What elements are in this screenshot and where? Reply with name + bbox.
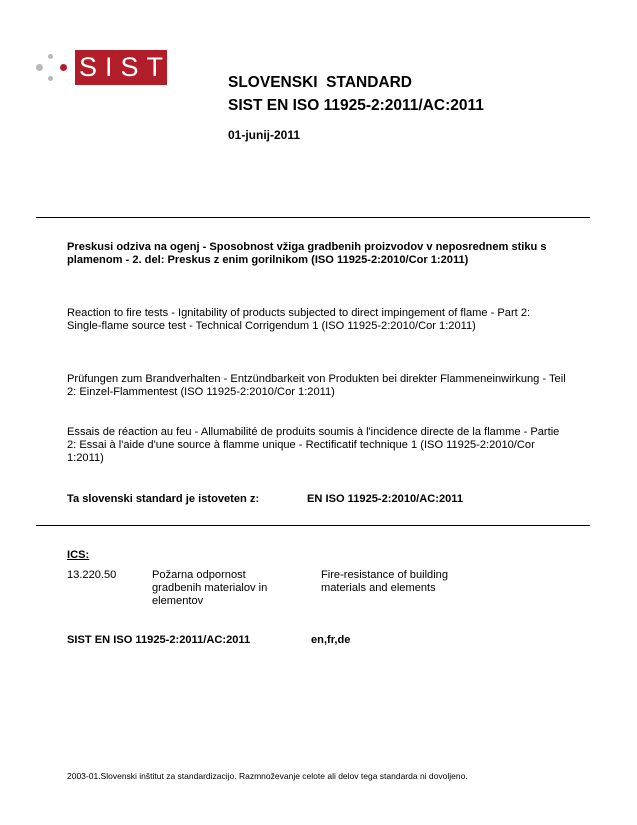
- divider-top: [36, 217, 590, 218]
- title-german: Prüfungen zum Brandverhalten - Entzündbarkeit von Produkten bei direkter Flammeneinwirkung - Teil 2: Einzel-Flammentest (ISO 11925-2:2010/Cor 1:2011): [67, 373, 566, 398]
- logo-wordmark: SIST: [75, 50, 167, 85]
- title-english: Reaction to fire tests - Ignitability of products subjected to direct impingement of flame - Part 2: Single-flame source test - Technical Corrigendum 1 (ISO 11925-2:2010/Cor 1:2011): [67, 307, 531, 332]
- title-french: Essais de réaction au feu - Allumabilité de produits soumis à l'incidence directe de la flamme - Partie 2: Essai à l'aide d'une source à flamme unique - Rectificatif technique 1 (ISO 11925-2:2010/Cor 1:2011): [67, 426, 560, 464]
- logo-dot-icon: [36, 64, 43, 71]
- title-slovenian: Preskusi odziva na ogenj - Sposobnost vžiga gradbenih proizvodov v neposrednem stiku s plamenom - 2. del: Preskus z enim gorilnikom (ISO 11925-2:2010/Cor 1:2011): [67, 241, 547, 266]
- ics-code: 13.220.50: [67, 569, 117, 581]
- sist-logo: [36, 50, 172, 85]
- ics-label: ICS:: [67, 549, 90, 561]
- reference-languages: en,fr,de: [311, 634, 351, 646]
- copyright-footer: 2003-01.Slovenski inštitut za standardizacijo. Razmnoževanje celote ali delov tega standarda ni dovoljeno.: [67, 771, 468, 781]
- ics-description-en: Fire-resistance of building materials and elements: [321, 569, 449, 594]
- ics-description-sl: Požarna odpornost gradbenih materialov in elementov: [152, 569, 268, 607]
- reference-id: SIST EN ISO 11925-2:2011/AC:2011: [67, 634, 251, 646]
- divider-bottom: [36, 525, 590, 526]
- identical-label: Ta slovenski standard je istoveten z:: [67, 493, 260, 505]
- identical-value: EN ISO 11925-2:2010/AC:2011: [307, 493, 464, 505]
- logo-dot-accent-icon: [60, 64, 67, 71]
- publication-date: 01-junij-2011: [228, 128, 301, 142]
- standard-id: SIST EN ISO 11925-2:2011/AC:2011: [228, 97, 484, 114]
- logo-dot-icon: [48, 76, 53, 81]
- standard-type: SLOVENSKI STANDARD: [228, 74, 413, 91]
- logo-dot-icon: [48, 54, 53, 59]
